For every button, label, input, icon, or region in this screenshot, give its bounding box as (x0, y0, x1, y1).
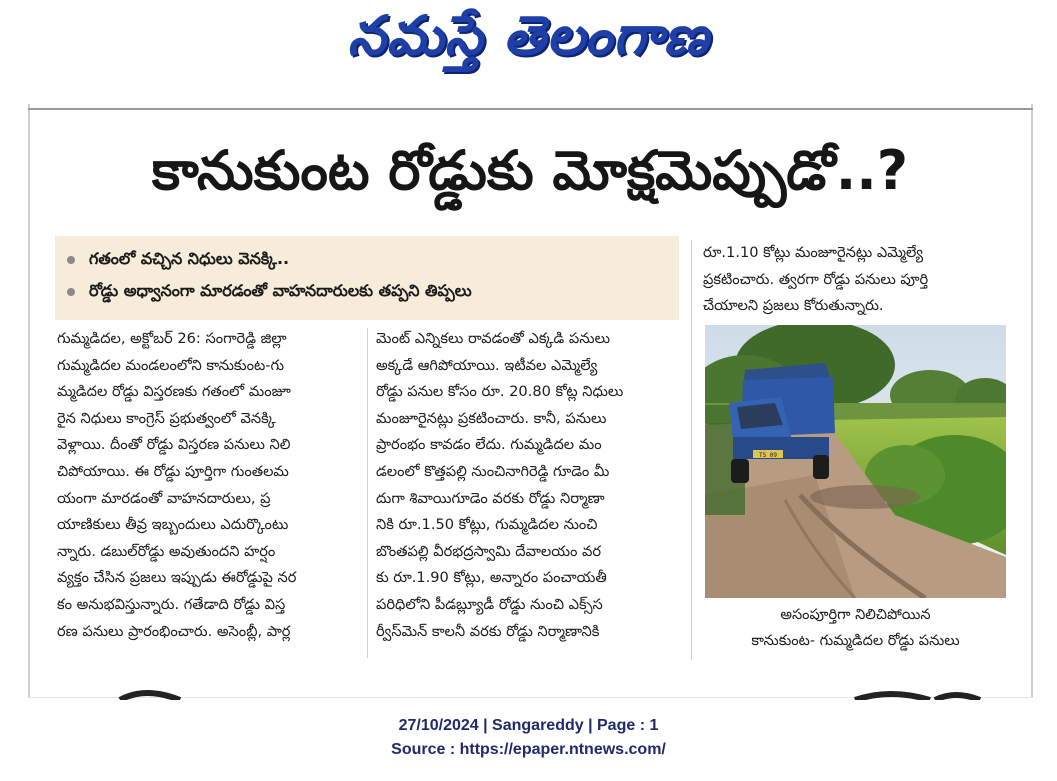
text-line: రణ పనులు ప్రారంభించారు. అసెంబ్లీ, పార్ల (57, 622, 291, 640)
page-frame-left (28, 104, 30, 699)
article-column-2 (376, 326, 678, 656)
article-photo (705, 325, 1006, 598)
text-line: వెళ్లాయి. దీంతో రోడ్డు విస్తరణ పనులు నిలి (57, 436, 291, 454)
bullet-icon (67, 256, 75, 264)
text-line: రైన నిధులు కాంగ్రెస్ ప్రభుత్వంలో వెనక్కి (57, 409, 276, 427)
footer-source: Source : https://epaper.ntnews.com/ (391, 741, 666, 758)
top-divider (28, 108, 1033, 110)
text-line: మెంట్ ఎన్నికలు రావడంతో ఎక్కడి పనులు (376, 330, 611, 347)
number-plate-text: TS 09 (758, 452, 778, 459)
footer-date-location: 27/10/2024 | Sangareddy | Page : 1 (398, 717, 659, 734)
article-column-1 (57, 326, 363, 656)
caption-line: అసంపూర్తిగా నిలిచిపోయిన (780, 607, 931, 623)
text-line: కం అనుభవిస్తున్నారు. గతేడాది రోడ్డు విస్త (57, 595, 286, 613)
text-line: దుగా శివాయిగూడెం వరకు రోడ్డు నిర్మాణా (376, 489, 605, 507)
text-line: రోడ్డు పనుల కోసం రూ. 20.80 కోట్ల నిధులు (376, 383, 624, 401)
masthead (0, 0, 1057, 88)
highlight-item (67, 244, 669, 276)
text-line: ప్రకటించారు. త్వరగా రోడ్డు పనులు పూర్తి (703, 270, 929, 288)
column-divider (367, 328, 368, 658)
page-frame-right (1031, 104, 1033, 699)
column-divider (691, 240, 692, 660)
text-line: ప్రారంభం కావడం లేదు. గుమ్మడిదల మం (376, 436, 602, 454)
page-footer (0, 714, 1057, 762)
text-line: పరిధిలోని పీడబ్ల్యూడీ రోడ్డు నుంచి ఎక్స్‌స (376, 595, 603, 613)
bullet-icon (67, 288, 75, 296)
text-line: మ్మడిదల రోడ్డు విస్తరణకు గతంలో మంజూ (57, 383, 291, 401)
photo-caption (705, 602, 1006, 654)
text-line: బొంతపల్లి వీరభద్రస్వామి దేవాలయం వర (376, 542, 602, 560)
text-line: అక్కడే ఆగిపోయాయి. ఇటీవల ఎమ్మెల్యే (376, 356, 598, 374)
text-line: మంజూరైనట్లు ప్రకటించారు. కానీ, పనులు (376, 409, 607, 427)
text-line: నికి రూ.1.50 కోట్లు, గుమ్మడిదల నుంచి (376, 516, 598, 534)
text-line: చిపోయాయి. ఈ రోడ్డు పూర్తిగా గుంతలమ (57, 462, 289, 480)
highlight-text: రోడ్డు అధ్వానంగా మారడంతో వాహనదారులకు తప్పని తిప్పలు (89, 280, 472, 300)
masthead-title: నమస్తే తెలంగాణ (347, 4, 710, 67)
highlights-box (55, 236, 679, 320)
text-line: వ్యక్తం చేసిన ప్రజలు ఇప్పుడు ఈరోడ్డుపై నర (57, 569, 297, 587)
article-column-3 (703, 240, 1005, 322)
text-line: యంగా మారడంతో వాహనదారులు, ప్ర (57, 489, 271, 507)
text-line: చేయాలని ప్రజలు కోరుతున్నారు. (703, 297, 884, 315)
text-line: గుమ్మడిదల మండలంలోని కానుకుంట-గు (57, 356, 285, 374)
highlight-item (67, 276, 669, 308)
caption-line: కానుకుంట- గుమ్మడిదల రోడ్డు పనులు (751, 633, 960, 649)
text-line: రూ.1.10 కోట్లు మంజూరైనట్లు ఎమ్మెల్యే (703, 244, 924, 261)
truck-on-damaged-road-photo (705, 325, 1006, 598)
highlight-text: గతంలో వచ్చిన నిధులు వెనక్కి.. (89, 248, 290, 268)
text-line: యాణికులు తీవ్ర ఇబ్బందులు ఎదుర్కొంటు (57, 516, 289, 534)
next-article-cutoff (100, 682, 1000, 700)
text-line: గుమ్మడిదల, అక్టోబర్ 26: సంగారెడ్డి జిల్లా (57, 330, 287, 347)
text-line: డలంలో కొత్తపల్లి నుంచినాగిరెడ్డి గూడెం మీ (376, 462, 610, 480)
text-line: ర్వీస్‌మెన్ కాలనీ వరకు రోడ్డు నిర్మాణానికి (376, 622, 600, 640)
article-headline: కానుకుంట రోడ్డుకు మోక్షమెప్పుడో..? (151, 139, 909, 202)
text-line: న్నారు. డబుల్‌రోడ్డు అవుతుందని హర్షం (57, 542, 276, 560)
text-line: కు రూ.1.90 కోట్లు, అన్నారం పంచాయతీ (376, 569, 607, 587)
